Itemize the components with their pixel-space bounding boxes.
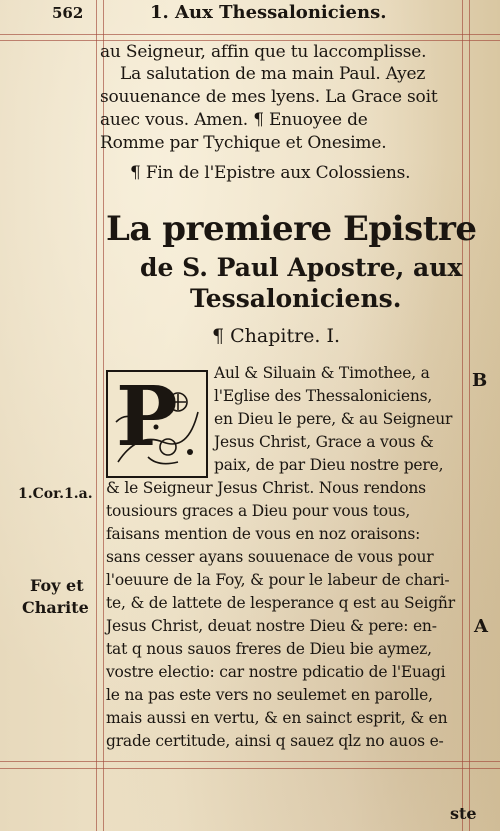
chapter-heading: ¶ Chapitre. I. [212, 325, 341, 347]
fin-line: ¶ Fin de l'Epistre aux Colossiens. [130, 163, 411, 183]
closing-line: auec vous. Amen. ¶ Enuoyee de [100, 110, 368, 130]
body-line: Jesus Christ, deuat nostre Dieu & pere: en- [106, 617, 437, 635]
page-number: 562 [52, 4, 84, 22]
running-title: 1. Aux Thessaloniciens. [150, 2, 387, 23]
body-line: le na pas este vers no seulemet en parolle, [106, 686, 433, 704]
body-line: & le Seigneur Jesus Christ. Nous rendons [106, 479, 426, 497]
body-line: paix, de par Dieu nostre pere, [214, 456, 444, 474]
closing-line: au Seigneur, affin que tu laccomplisse. [100, 42, 427, 62]
margin-letter-b: B [472, 370, 488, 391]
closing-line: souuenance de mes lyens. La Grace soit [100, 87, 438, 107]
body-line: en Dieu le pere, & au Seigneur [214, 410, 453, 428]
decorated-initial [106, 370, 208, 478]
body-line: Aul & Siluain & Timothee, a [214, 364, 430, 382]
margin-letter-a: A [474, 616, 488, 637]
body-line: mais aussi en vertu, & en sainct esprit, & en [106, 709, 448, 727]
body-line: tat q nous sauos freres de Dieu bie aymez, [106, 640, 432, 658]
frame-rule-top-2 [0, 40, 500, 41]
margin-reference: 1.Cor.1.a. [18, 486, 93, 502]
body-line: vostre electio: car nostre pdicatio de l'Euagi [106, 663, 446, 681]
margin-note-foy: Foy et [30, 576, 84, 595]
catchword: ste [450, 804, 477, 823]
body-line: sans cesser ayans souuenace de vous pour [106, 548, 434, 566]
margin-note-charite: Charite [22, 598, 89, 617]
body-line: grade certitude, ainsi q sauez qlz no auos e- [106, 732, 444, 750]
body-line: te, & de lattete de lesperance q est au Seigñr [106, 594, 455, 612]
frame-rule-bottom-1 [0, 761, 500, 762]
body-line: Jesus Christ, Grace a vous & [214, 433, 434, 451]
frame-rule-right-inner [462, 0, 463, 831]
body-line: tousiours graces a Dieu pour vous tous, [106, 502, 411, 520]
epistle-title-line-1: La premiere Epistre [106, 209, 477, 249]
frame-rule-right-outer [469, 0, 470, 831]
frame-rule-bottom-2 [0, 768, 500, 769]
body-line: l'Eglise des Thessaloniciens, [214, 387, 433, 405]
body-line: faisans mention de vous en noz oraisons: [106, 525, 421, 543]
initial-letter: P [116, 369, 178, 465]
epistle-title-line-3: Tessaloniciens. [190, 284, 402, 313]
frame-rule-left-outer [96, 0, 97, 831]
epistle-title-line-2: de S. Paul Apostre, aux [140, 253, 463, 282]
closing-line: La salutation de ma main Paul. Ayez [120, 64, 426, 84]
frame-rule-top-1 [0, 34, 500, 35]
body-line: l'oeuure de la Foy, & pour le labeur de chari- [106, 571, 450, 589]
closing-line: Romme par Tychique et Onesime. [100, 133, 387, 153]
